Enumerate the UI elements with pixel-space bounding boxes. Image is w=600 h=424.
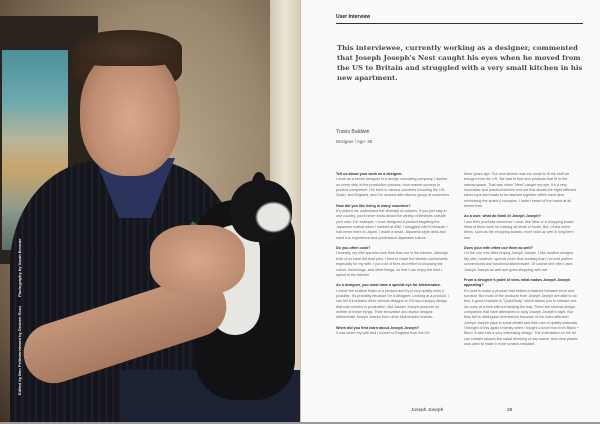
qa-block [464,246,579,273]
answer: It's helped me understand the diversity of cultures. If you just stay in one country, you'll never know about the variety of lifestyles outside your own. For example, I once designed a product targeting the Japanese market when I worked at IBM. I struggled with it because I had never been to Japan. I made a small, Japanese-style desk and used it to experience and understand Japanese culture. [336,209,448,240]
answer: It was when my wife and I moved to England from the US [336,330,430,335]
interviewee-name: Travis Baldwin [336,129,370,135]
answer: I check the surface finish of a product and try to buy quality ones if possible. It's probably because I'm a designer. Looking at a product, I can tell if it imitates other famous designs or if it has a sloppy design that cuts corners in production. But Joseph Joseph products do neither of these things. Their innovative and stylish designs differentiate Joseph Joseph from other kitchenware brands. [336,288,449,320]
qa-block [464,278,579,347]
article-column-left [336,172,451,341]
credit-interviewer: Interviewed by Desiree Ross [17,305,22,360]
qa-block [336,326,451,337]
qa-block [464,172,579,209]
question: As a designer, you must have a special eye for kitchenware. [336,283,441,288]
answer: I work as a senior designer in a design consulting company. I advise on every step of the production process, from market surveys to product completion. I've lived in various countries including the US, Spain, and England, and I've worked with diverse group of customers. [336,177,451,198]
intro-paragraph: This interviewee, currently working as a designer, commented that Joseph Joseph's Nest caught his eyes when he moved from the US to Britain and struggled with a very small kitchen in his new apartment. [337,44,583,82]
answer: Honestly, my wife spends more time than me in the kitchen, although both of us have full-time jobs. I tried to make the kitchen comfortable, especially for my wife. I put a lot of time and effort in choosing the colors, furnishings, and other things, so that I can enjoy the time I spend in the kitchen. [336,251,449,277]
man-hair-top [72,30,182,66]
question: From a designer's point of view, what makes Joseph Joseph appealing? [464,277,570,288]
interviewee-role: Designer / Age: 38 [336,139,373,144]
answer: I'm the one who likes buying Joseph Joseph. I like modern designs. My wife, however, spends more time cooking than I do and prefers conventional and functional kitchenware. Of course she often uses Joseph Joseph as well and goes shopping with me. [464,251,574,272]
qa-block [336,204,451,241]
qa-block [336,283,451,320]
page-number: 29 [507,408,513,413]
qa-block [336,246,451,278]
question: Tell us about your work as a designer. [336,172,403,176]
question: Do you often cook? [336,246,371,251]
question: When did you first learn about Joseph Joseph? [336,325,420,330]
man-face [80,48,180,176]
credit-editor: Edited by Ben Pell [17,360,22,395]
dog-head [230,180,292,242]
question: How did you like living in many countries? [336,203,411,208]
question: As a user, what do think of Joseph Joseph? [464,214,541,219]
section-label: User Interview [336,14,371,20]
answer: three years ago. Our new kitchen was too small to fit the stuff we brought from the US. We had to find new products that fit in the narrow space. That was when "Nest" caught my eye. It's a very innovative and practical kitchen tool set that allows the eight different sized cups and bowls to be stacked together within each item, minimizing the space it occupies. I hadn't heard of the brand at all before that. [464,172,577,209]
answer: It's hard to make a product that strikes a balance between form and function. But most of the products from Joseph Joseph are able to do this. A good example is "QuickSnap" which allows you to release one ice cube at a time without twisting the tray. There are several design companies that have attempted to copy Joseph Joseph's style. But they fail to distinguish themselves because of the extra attention Joseph Joseph pays to small details and their use of quality materials. I thought of this again recently when I bought a lunch box from Black + Blum. It also has a very interesting design. The indentation on the lid can contain sauces like salad dressing or soy sauce, and clear plastic was used to make it more scratch-resistant. [464,288,579,346]
header-rule [336,23,583,24]
answer: I use their products whenever I cook, like Nest or a chopping board. Most of them work for making all kinds of foods. But, I think some items, such as the chopping boards, won't hold up well in long-term use. [464,219,575,240]
right-page-article [300,0,600,424]
qa-block [464,214,579,241]
qa-block [336,172,451,199]
article-column-right [464,172,579,352]
question: Does your wife often use them as well? [464,246,533,251]
man-hand [150,225,245,295]
running-title: Joseph Joseph [411,408,444,413]
credit-photographer: Photography by Sarah Browne [17,238,22,297]
photo-credits [15,238,25,395]
